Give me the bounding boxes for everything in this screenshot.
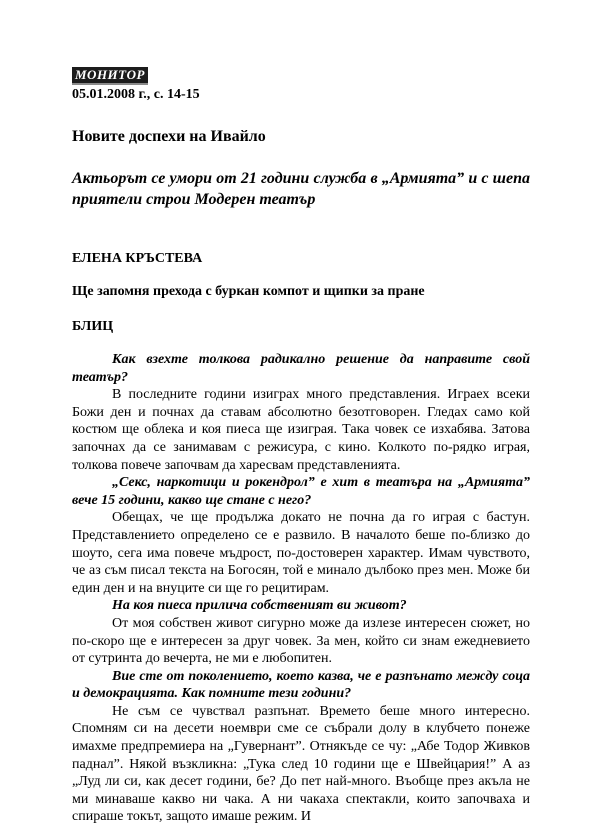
interview-answer: Не съм се чувствал разпънат. Времето беше много интересно. Спомням си на десети ноември сме се събрали долу в клубчето понеже имахме предпремиера на „Гувернант”. Отнякъде се чу: „Абе Тодор Живков паднал”. Някой възкликна: „Тука след 10 години ще е Швейцария!” А аз „Луд ли си, как десет години, бе? До пет най-много. Въобще през акъла не ми минаваше какво ни чака. А ни чакаха спектакли, които започваха и спираше токът, защото имаше режим. И: [72, 703, 530, 825]
section-heading: БЛИЦ: [72, 319, 114, 334]
interview-answer: В последните години изиграх много представления. Играех всеки Божи ден и почнах да ставам абсолютно безотговорен. Гледах само кой костюм ще облека и коя пиеса ще изиграя. Така човек се изхабява. Затова започнах да се занимавам с режисура, с кино. Колкото по-рядко играя, толкова повече започвам да харесвам представленията.: [72, 387, 530, 473]
interview-body: [72, 351, 530, 826]
newspaper-logo: МОНИТОР: [72, 67, 148, 85]
document-page: [72, 66, 530, 826]
interview-question: Вие сте от поколението, което казва, че е разпънато между соца и демокрацията. Как помните тези години?: [72, 668, 530, 702]
interview-answer: От моя собствен живот сигурно може да излезе интересен сюжет, но по-скоро ще е интересен за друг човек. За мен, който си знам ежедневието от сутринта до вечерта, не ми е любопитен.: [72, 615, 530, 667]
interview-answer: Обещах, че ще продължа докато не почна да го играя с бастун. Представлението определено се е развило. В началото беше по-близко до шоуто, сега има повече мъдрост, по-достоверен характер. Имам чувството, че аз съм писал текста на Богосян, той е минало дълбоко през мен. Може би един ден и на внуците си ще го рецитирам.: [72, 510, 530, 596]
article-lead: Ще запомня прехода с буркан компот и щипки за пране: [72, 284, 425, 299]
publication-date: 05.01.2008 г., с. 14-15: [72, 87, 200, 102]
article-subtitle: Актьорът се умори от 21 години служба в „Армията” и с шепа приятели строи Модерен театър: [72, 170, 530, 208]
interview-question: „Секс, наркотици и рокендрол” е хит в театъра на „Армията” вече 15 години, какво ще стане с него?: [72, 475, 530, 508]
interview-question: На коя пиеса прилича собственият ви живот?: [112, 598, 407, 614]
article-title: Новите доспехи на Ивайло: [72, 128, 266, 145]
interview-question: Как взехте толкова радикално решение да направите свой театър?: [72, 352, 530, 385]
article-author: ЕЛЕНА КРЪСТЕВА: [72, 251, 203, 266]
